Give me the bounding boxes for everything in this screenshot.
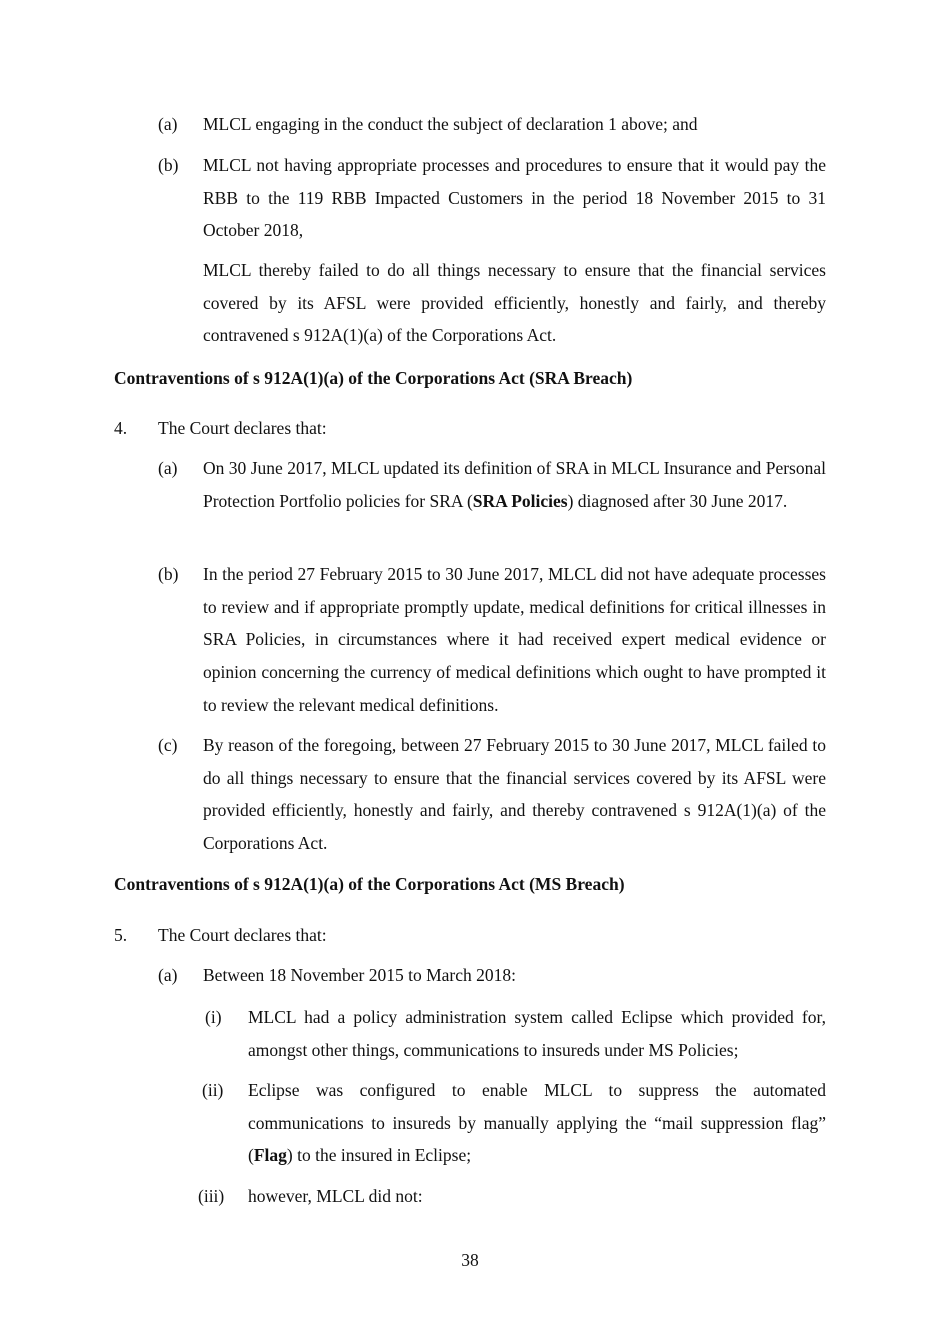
defined-term: SRA Policies [472, 490, 568, 511]
conclusion-paragraph: MLCL thereby failed to do all things necessary to ensure that the financial services covered by its AFSL were provided efficiently, honestly and fairly, and thereby contravened s 912A(1)(a) of the Corporations Act. [203, 260, 826, 346]
list-label: (a) [158, 965, 178, 985]
list-item-text: On 30 June 2017, MLCL updated its definition of SRA in MLCL Insurance and Personal Protection Portfolio policies for SRA (SRA Policies) diagnosed after 30 June 2017. [203, 458, 826, 511]
list-item-text: MLCL not having appropriate processes and procedures to ensure that it would pay the RBB to the 119 RBB Impacted Customers in the period 18 November 2015 to 31 October 2018, [203, 155, 826, 241]
sublist-label: (i) [205, 1007, 222, 1027]
paragraph-intro: The Court declares that: [158, 925, 327, 945]
list-label: (a) [158, 114, 178, 134]
sublist-item-text: however, MLCL did not: [248, 1186, 423, 1206]
sublist-label: (ii) [202, 1080, 224, 1100]
list-item-text: By reason of the foregoing, between 27 February 2015 to 30 June 2017, MLCL failed to do all things necessary to ensure that the financial services covered by its AFSL were provided efficiently, honestly and fairly, and thereby contravened s 912A(1)(a) of the Corporations Act. [203, 735, 826, 854]
sublist-label: (iii) [198, 1186, 225, 1206]
paragraph-intro: The Court declares that: [158, 418, 327, 438]
list-label: (b) [158, 155, 179, 175]
section-heading: Contraventions of s 912A(1)(a) of the Corporations Act (MS Breach) [114, 874, 625, 894]
paragraph-number: 5. [114, 925, 128, 945]
defined-term: Flag [253, 1145, 287, 1166]
sublist-item-text: Eclipse was configured to enable MLCL to suppress the automated communications to insureds by manually applying the “mail suppression flag” (Flag) to the insured in Eclipse; [248, 1080, 826, 1166]
list-label: (c) [158, 735, 178, 755]
sublist-item-text: MLCL had a policy administration system called Eclipse which provided for, amongst other things, communications to insureds under MS Policies; [248, 1007, 826, 1060]
list-item-text: MLCL engaging in the conduct the subject of declaration 1 above; and [203, 114, 698, 134]
list-item-text: In the period 27 February 2015 to 30 June 2017, MLCL did not have adequate processes to review and if appropriate promptly update, medical definitions for critical illnesses in SRA Policies, in circumstances where it had received expert medical evidence or opinion concerning the currency of medical definitions which ought to have prompted it to review the relevant medical definitions. [203, 564, 826, 715]
list-label: (a) [158, 458, 178, 478]
list-label: (b) [158, 564, 179, 584]
page-number: 38 [461, 1250, 479, 1270]
list-item-text: Between 18 November 2015 to March 2018: [203, 965, 516, 985]
paragraph-number: 4. [114, 418, 128, 438]
section-heading: Contraventions of s 912A(1)(a) of the Corporations Act (SRA Breach) [114, 368, 633, 388]
